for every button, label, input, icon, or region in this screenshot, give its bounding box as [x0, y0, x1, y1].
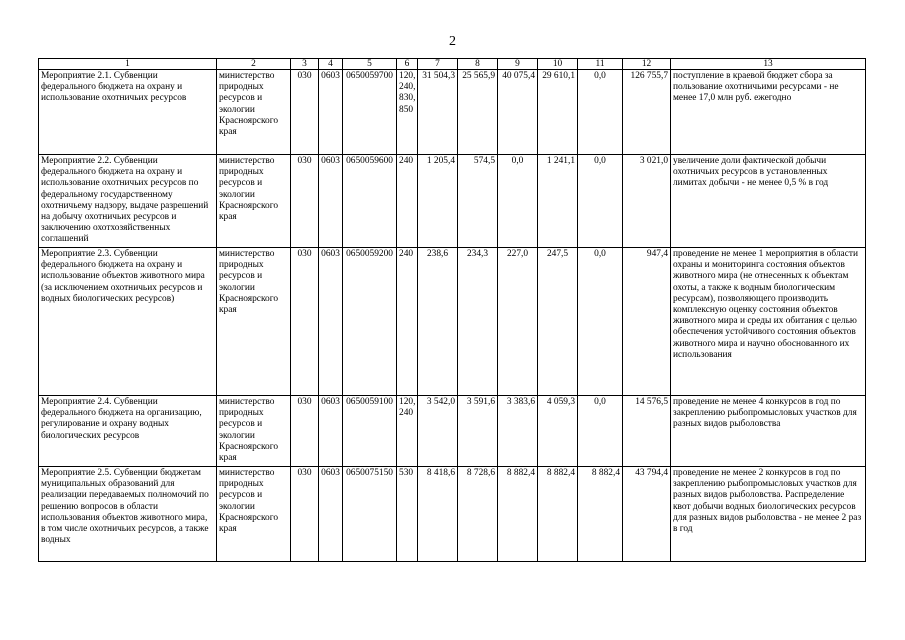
amount-cell: 8 882,4 — [498, 467, 538, 562]
amount-cell: 8 728,6 — [458, 467, 498, 562]
amount-cell: 8 882,4 — [578, 467, 623, 562]
table-row — [39, 70, 866, 155]
header-cell: 7 — [418, 59, 458, 70]
header-cell: 13 — [671, 59, 866, 70]
amount-cell: 8 882,4 — [538, 467, 578, 562]
executor: министерство природных ресурсов и экологии Красноярского края — [217, 155, 291, 248]
amount-cell: 0,0 — [578, 396, 623, 467]
grbs-code: 030 — [291, 155, 319, 248]
target-article-code: 0650059200 — [343, 248, 397, 396]
total-cell: 43 794,4 — [623, 467, 671, 562]
amount-cell: 3 591,6 — [458, 396, 498, 467]
expense-type-code: 240 — [397, 155, 418, 248]
amount-cell: 40 075,4 — [498, 70, 538, 155]
grbs-code: 030 — [291, 467, 319, 562]
table-row — [39, 396, 866, 467]
target-article-code: 0650059600 — [343, 155, 397, 248]
grbs-code: 030 — [291, 248, 319, 396]
target-article-code: 0650059700 — [343, 70, 397, 155]
expected-result: увеличение доли фактической добычи охотничьих ресурсов в установленных лимитах добычи - не менее 0,5 % в год — [671, 155, 866, 248]
executor: министерство природных ресурсов и экологии Красноярского края — [217, 70, 291, 155]
section-code: 0603 — [319, 155, 343, 248]
amount-cell: 1 241,1 — [538, 155, 578, 248]
amount-cell: 3 383,6 — [498, 396, 538, 467]
header-cell: 12 — [623, 59, 671, 70]
amount-cell: 238,6 — [418, 248, 458, 396]
table-row — [39, 467, 866, 562]
header-cell: 2 — [217, 59, 291, 70]
expected-result: проведение не менее 2 конкурсов в год по закреплению рыбопромысловых участков для разных видов рыболовства. Распределение квот добычи водных биологических ресурсов для разных видов рыболовства - не менее 2 раз в год — [671, 467, 866, 562]
measure-name: Мероприятие 2.5. Субвенции бюджетам муниципальных образований для реализации передаваемых полномочий по решению вопросов в области использования объектов животного мира, в том числе охотничьих ресурсов, а также водных — [39, 467, 217, 562]
amount-cell: 227,0 — [498, 248, 538, 396]
amount-cell: 574,5 — [458, 155, 498, 248]
executor: министерство природных ресурсов и экологии Красноярского края — [217, 248, 291, 396]
total-cell: 14 576,5 — [623, 396, 671, 467]
header-cell: 4 — [319, 59, 343, 70]
section-code: 0603 — [319, 396, 343, 467]
section-code: 0603 — [319, 248, 343, 396]
amount-cell: 8 418,6 — [418, 467, 458, 562]
header-cell: 5 — [343, 59, 397, 70]
program-table — [38, 58, 866, 562]
amount-cell: 29 610,1 — [538, 70, 578, 155]
grbs-code: 030 — [291, 396, 319, 467]
total-cell: 126 755,7 — [623, 70, 671, 155]
total-cell: 3 021,0 — [623, 155, 671, 248]
expense-type-code: 530 — [397, 467, 418, 562]
header-cell: 9 — [498, 59, 538, 70]
amount-cell: 0,0 — [578, 70, 623, 155]
amount-cell: 31 504,3 — [418, 70, 458, 155]
expense-type-code: 240 — [397, 248, 418, 396]
expected-result: проведение не менее 4 конкурсов в год по закреплению рыбопромысловых участков для разных видов рыболовства — [671, 396, 866, 467]
amount-cell: 25 565,9 — [458, 70, 498, 155]
expense-type-code: 120, 240 — [397, 396, 418, 467]
amount-cell: 4 059,3 — [538, 396, 578, 467]
amount-cell: 0,0 — [578, 155, 623, 248]
executor: министерство природных ресурсов и экологии Красноярского края — [217, 467, 291, 562]
expense-type-code: 120, 240, 830, 850 — [397, 70, 418, 155]
executor: министерство природных ресурсов и экологии Красноярского края — [217, 396, 291, 467]
measure-name: Мероприятие 2.2. Субвенции федерального бюджета на охрану и использование охотничьих ресурсов по федеральному государственному охотничьему надзору, выдаче разрешений на добычу охотничьих ресурсов и заключению охотхозяйственных соглашений — [39, 155, 217, 248]
target-article-code: 0650059100 — [343, 396, 397, 467]
header-cell: 3 — [291, 59, 319, 70]
header-cell: 8 — [458, 59, 498, 70]
header-cell: 6 — [397, 59, 418, 70]
measure-name: Мероприятие 2.3. Субвенции федерального бюджета на охрану и использование объектов животного мира (за исключением охотничьих ресурсов и водных биологических ресурсов) — [39, 248, 217, 396]
target-article-code: 0650075150 — [343, 467, 397, 562]
amount-cell: 0,0 — [498, 155, 538, 248]
expected-result: поступление в краевой бюджет сбора за пользование охотничьими ресурсами - не менее 17,0 млн руб. ежегодно — [671, 70, 866, 155]
amount-cell: 0,0 — [578, 248, 623, 396]
header-cell: 10 — [538, 59, 578, 70]
amount-cell: 3 542,0 — [418, 396, 458, 467]
table-header-row — [39, 59, 866, 70]
amount-cell: 1 205,4 — [418, 155, 458, 248]
section-code: 0603 — [319, 467, 343, 562]
total-cell: 947,4 — [623, 248, 671, 396]
table-row — [39, 155, 866, 248]
header-cell: 1 — [39, 59, 217, 70]
page-number: 2 — [449, 34, 456, 49]
expected-result: проведение не менее 1 мероприятия в области охраны и мониторинга состояния объектов животного мира (не отнесенных к объектам охоты, а также к водным биологическим ресурсам), позволяющего производить комплексную оценку состояния объектов животного мира и среды их обитания с целью обеспечения устойчивого состояния объектов животного мира и научно обоснованного их использования — [671, 248, 866, 396]
section-code: 0603 — [319, 70, 343, 155]
amount-cell: 247,5 — [538, 248, 578, 396]
measure-name: Мероприятие 2.1. Субвенции федерального бюджета на охрану и использование охотничьих ресурсов — [39, 70, 217, 155]
table-row — [39, 248, 866, 396]
measure-name: Мероприятие 2.4. Субвенции федерального бюджета на организацию, регулирование и охрану водных биологических ресурсов — [39, 396, 217, 467]
header-cell: 11 — [578, 59, 623, 70]
grbs-code: 030 — [291, 70, 319, 155]
amount-cell: 234,3 — [458, 248, 498, 396]
